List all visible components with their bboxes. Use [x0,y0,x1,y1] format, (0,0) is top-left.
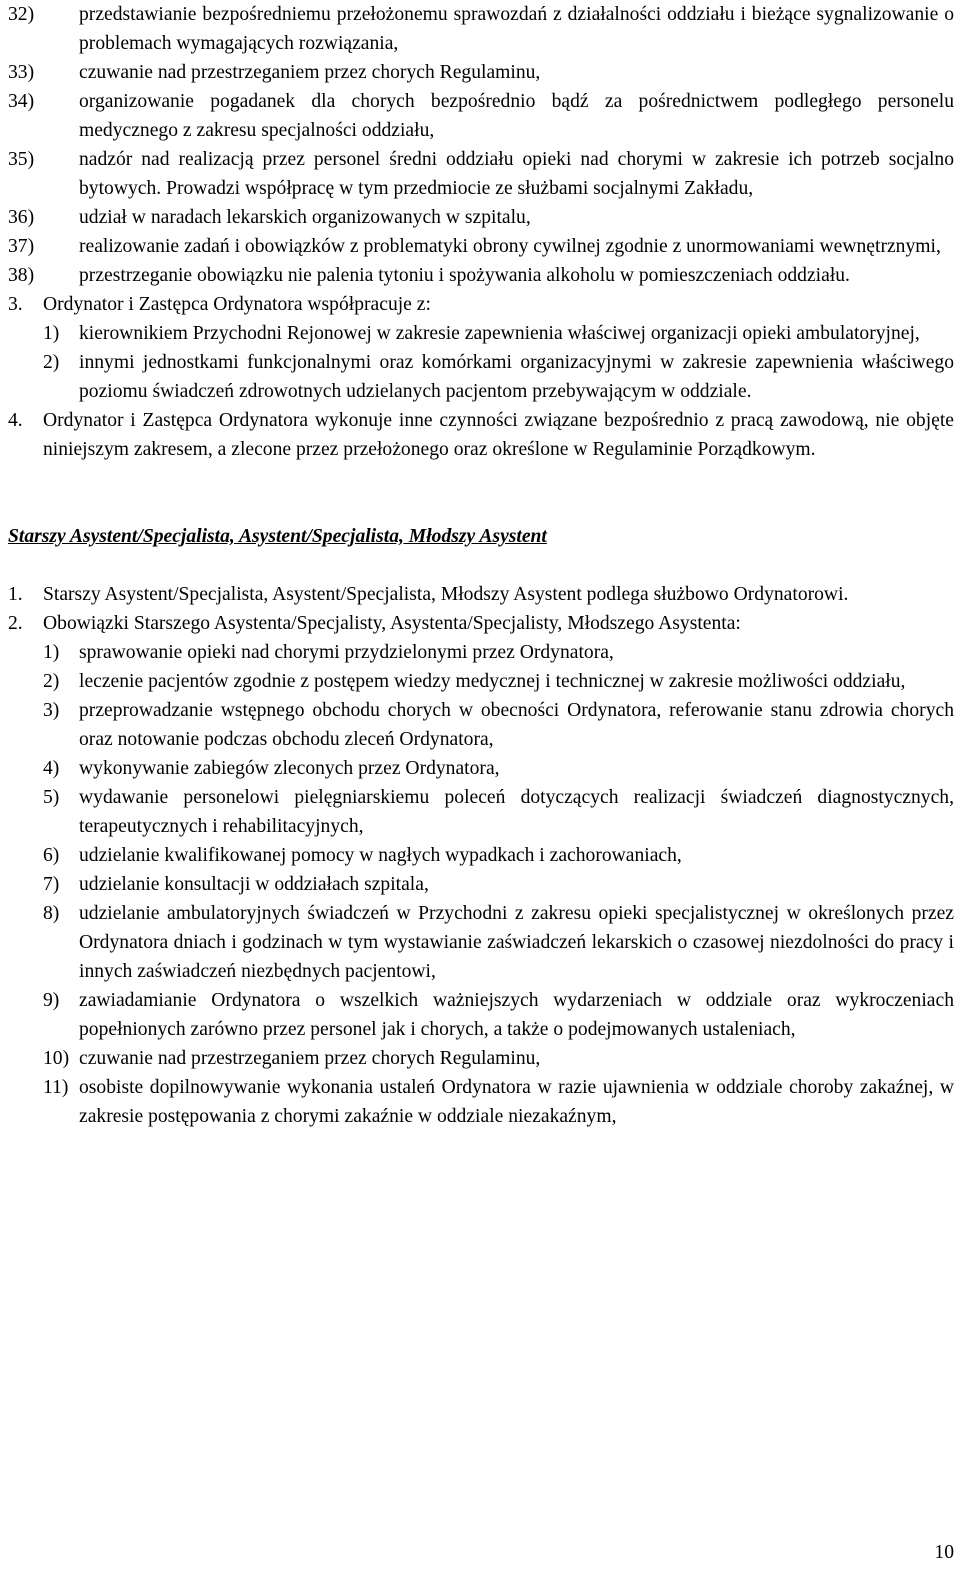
sub-item-number: 8) [43,903,60,924]
sub-item-text: sprawowanie opieki nad chorymi przydzielonymi przez Ordynatora, [79,642,614,663]
document-page [8,0,954,1131]
item-text: organizowanie pogadanek dla chorych bezpośrednio bądź za pośrednictwem podległego personelu medycznego z zakresu specjalności oddziału, [79,91,954,141]
sub-item-text: udzielanie ambulatoryjnych świadczeń w Przychodni z zakresu opieki specjalistycznej w określonych przez Ordynatora dniach i godzinach w tym wystawianie zaświadczeń lekarskich o czasowej niezdolności do pracy i innych zaświadczeń niezbędnych pacjentowi, [79,903,954,982]
sub-item-number: 11) [43,1077,69,1098]
sub-item-number: 7) [43,874,60,895]
point-number: 2. [8,613,23,634]
sub-item [8,1073,954,1131]
sub-item-text: czuwanie nad przestrzeganiem przez chorych Regulaminu, [79,1048,541,1069]
numbered-point [8,290,954,319]
sub-item-number: 2) [43,671,60,692]
item-number: 35) [8,149,35,170]
sub-item [8,667,954,696]
page-number: 10 [934,1542,954,1563]
sub-item-number: 6) [43,845,60,866]
spacer [8,464,954,522]
sub-item-text: wykonywanie zabiegów zleconych przez Ordynatora, [79,758,500,779]
sub-item-text: osobiste dopilnowywanie wykonania ustaleń Ordynatora w razie ujawnienia w oddziale choroby zakaźnej, w zakresie postępowania z chorymi zakaźnie w oddziale niezakaźnym, [79,1077,954,1127]
list-item [8,145,954,203]
sec2-point-2 [8,609,954,1131]
sub-item-text: przeprowadzanie wstępnego obchodu chorych w obecności Ordynatora, referowanie stanu zdrowia chorych oraz notowanie podczas obchodu zleceń Ordynatora, [79,700,954,750]
numbered-point [8,609,954,638]
item-number: 37) [8,236,35,257]
sub-item [8,899,954,986]
sub-item-number: 1) [43,642,60,663]
sub-item [8,348,954,406]
sub-item [8,638,954,667]
point-number: 3. [8,294,23,315]
list-item [8,232,954,261]
sub-item [8,841,954,870]
point-number: 4. [8,410,23,431]
sub-item-text: leczenie pacjentów zgodnie z postępem wiedzy medycznej i technicznej w zakresie możliwości oddziału, [79,671,906,692]
sub-item-text: wydawanie personelowi pielęgniarskiemu poleceń dotyczących realizacji świadczeń diagnostycznych, terapeutycznych i rehabilitacyjnych, [79,787,954,837]
point-text: Ordynator i Zastępca Ordynatora wykonuje inne czynności związane bezpośrednio z pracą zawodową, nie objęte niniejszym zakresem, a zlecone przez przełożonego oraz określone w Regulaminie Porządkowym. [43,410,954,460]
sub-item [8,986,954,1044]
list-item [8,0,954,58]
item-text: nadzór nad realizacją przez personel średni oddziału opieki nad chorymi w zakresie ich potrzeb socjalno bytowych. Prowadzi współpracę w tym przedmiocie ze służbami socjalnymi Zakładu, [79,149,954,199]
item-number: 38) [8,265,35,286]
sub-item [8,754,954,783]
sub-item [8,1044,954,1073]
numbered-point [8,580,954,609]
sub-item [8,319,954,348]
sub-item-number: 5) [43,787,60,808]
item-text: czuwanie nad przestrzeganiem przez chorych Regulaminu, [79,62,541,83]
point-text: Obowiązki Starszego Asystenta/Specjalisty, Asystenta/Specjalisty, Młodszego Asystenta: [43,613,741,634]
item-number: 36) [8,207,35,228]
item-text: przedstawianie bezpośredniemu przełożonemu sprawozdań z działalności oddziału i bieżące sygnalizowanie o problemach wymagających rozwiązania, [79,4,954,54]
item-text: udział w naradach lekarskich organizowanych w szpitalu, [79,207,531,228]
point-4 [8,406,954,464]
sub-item-text: zawiadamianie Ordynatora o wszelkich ważniejszych wydarzeniach w oddziale oraz wykroczeniach popełnionych zarówno przez personel jak i chorych, a także o podejmowanych ustaleniach, [79,990,954,1040]
spacer [8,551,954,580]
sub-item-number: 1) [43,323,60,344]
sec2-point-1 [8,580,954,609]
sub-item-text: innymi jednostkami funkcjonalnymi oraz komórkami organizacyjnymi w zakresie zapewnienia właściwego poziomu świadczeń zdrowotnych udzielanych pacjentom przebywającym w oddziale. [79,352,954,402]
continued-duties-list [8,0,954,290]
point-3 [8,290,954,406]
sub-item [8,870,954,899]
sub-item [8,696,954,754]
list-item [8,87,954,145]
sub-item-text: udzielanie kwalifikowanej pomocy w nagłych wypadkach i zachorowaniach, [79,845,682,866]
sub-item-number: 3) [43,700,60,721]
list-item [8,203,954,232]
list-item [8,58,954,87]
item-number: 34) [8,91,35,112]
item-number: 33) [8,62,35,83]
numbered-point [8,406,954,464]
sub-item-number: 10) [43,1048,70,1069]
point-text: Starszy Asystent/Specjalista, Asystent/Specjalista, Młodszy Asystent podlega służbowo Ordynatorowi. [43,584,849,605]
section-heading: Starszy Asystent/Specjalista, Asystent/Specjalista, Młodszy Asystent [8,526,547,547]
item-text: przestrzeganie obowiązku nie palenia tytoniu i spożywania alkoholu w pomieszczeniach oddziału. [79,265,850,286]
sub-item [8,783,954,841]
list-item [8,261,954,290]
sub-item-number: 9) [43,990,60,1011]
sub-item-number: 2) [43,352,60,373]
sub-item-number: 4) [43,758,60,779]
sub-item-text: kierownikiem Przychodni Rejonowej w zakresie zapewnienia właściwej organizacji opieki ambulatoryjnej, [79,323,920,344]
point-number: 1. [8,584,23,605]
item-text: realizowanie zadań i obowiązków z problematyki obrony cywilnej zgodnie z unormowaniami wewnętrznymi, [79,236,941,257]
item-number: 32) [8,4,35,25]
sub-item-text: udzielanie konsultacji w oddziałach szpitala, [79,874,429,895]
point-text: Ordynator i Zastępca Ordynatora współpracuje z: [43,294,431,315]
